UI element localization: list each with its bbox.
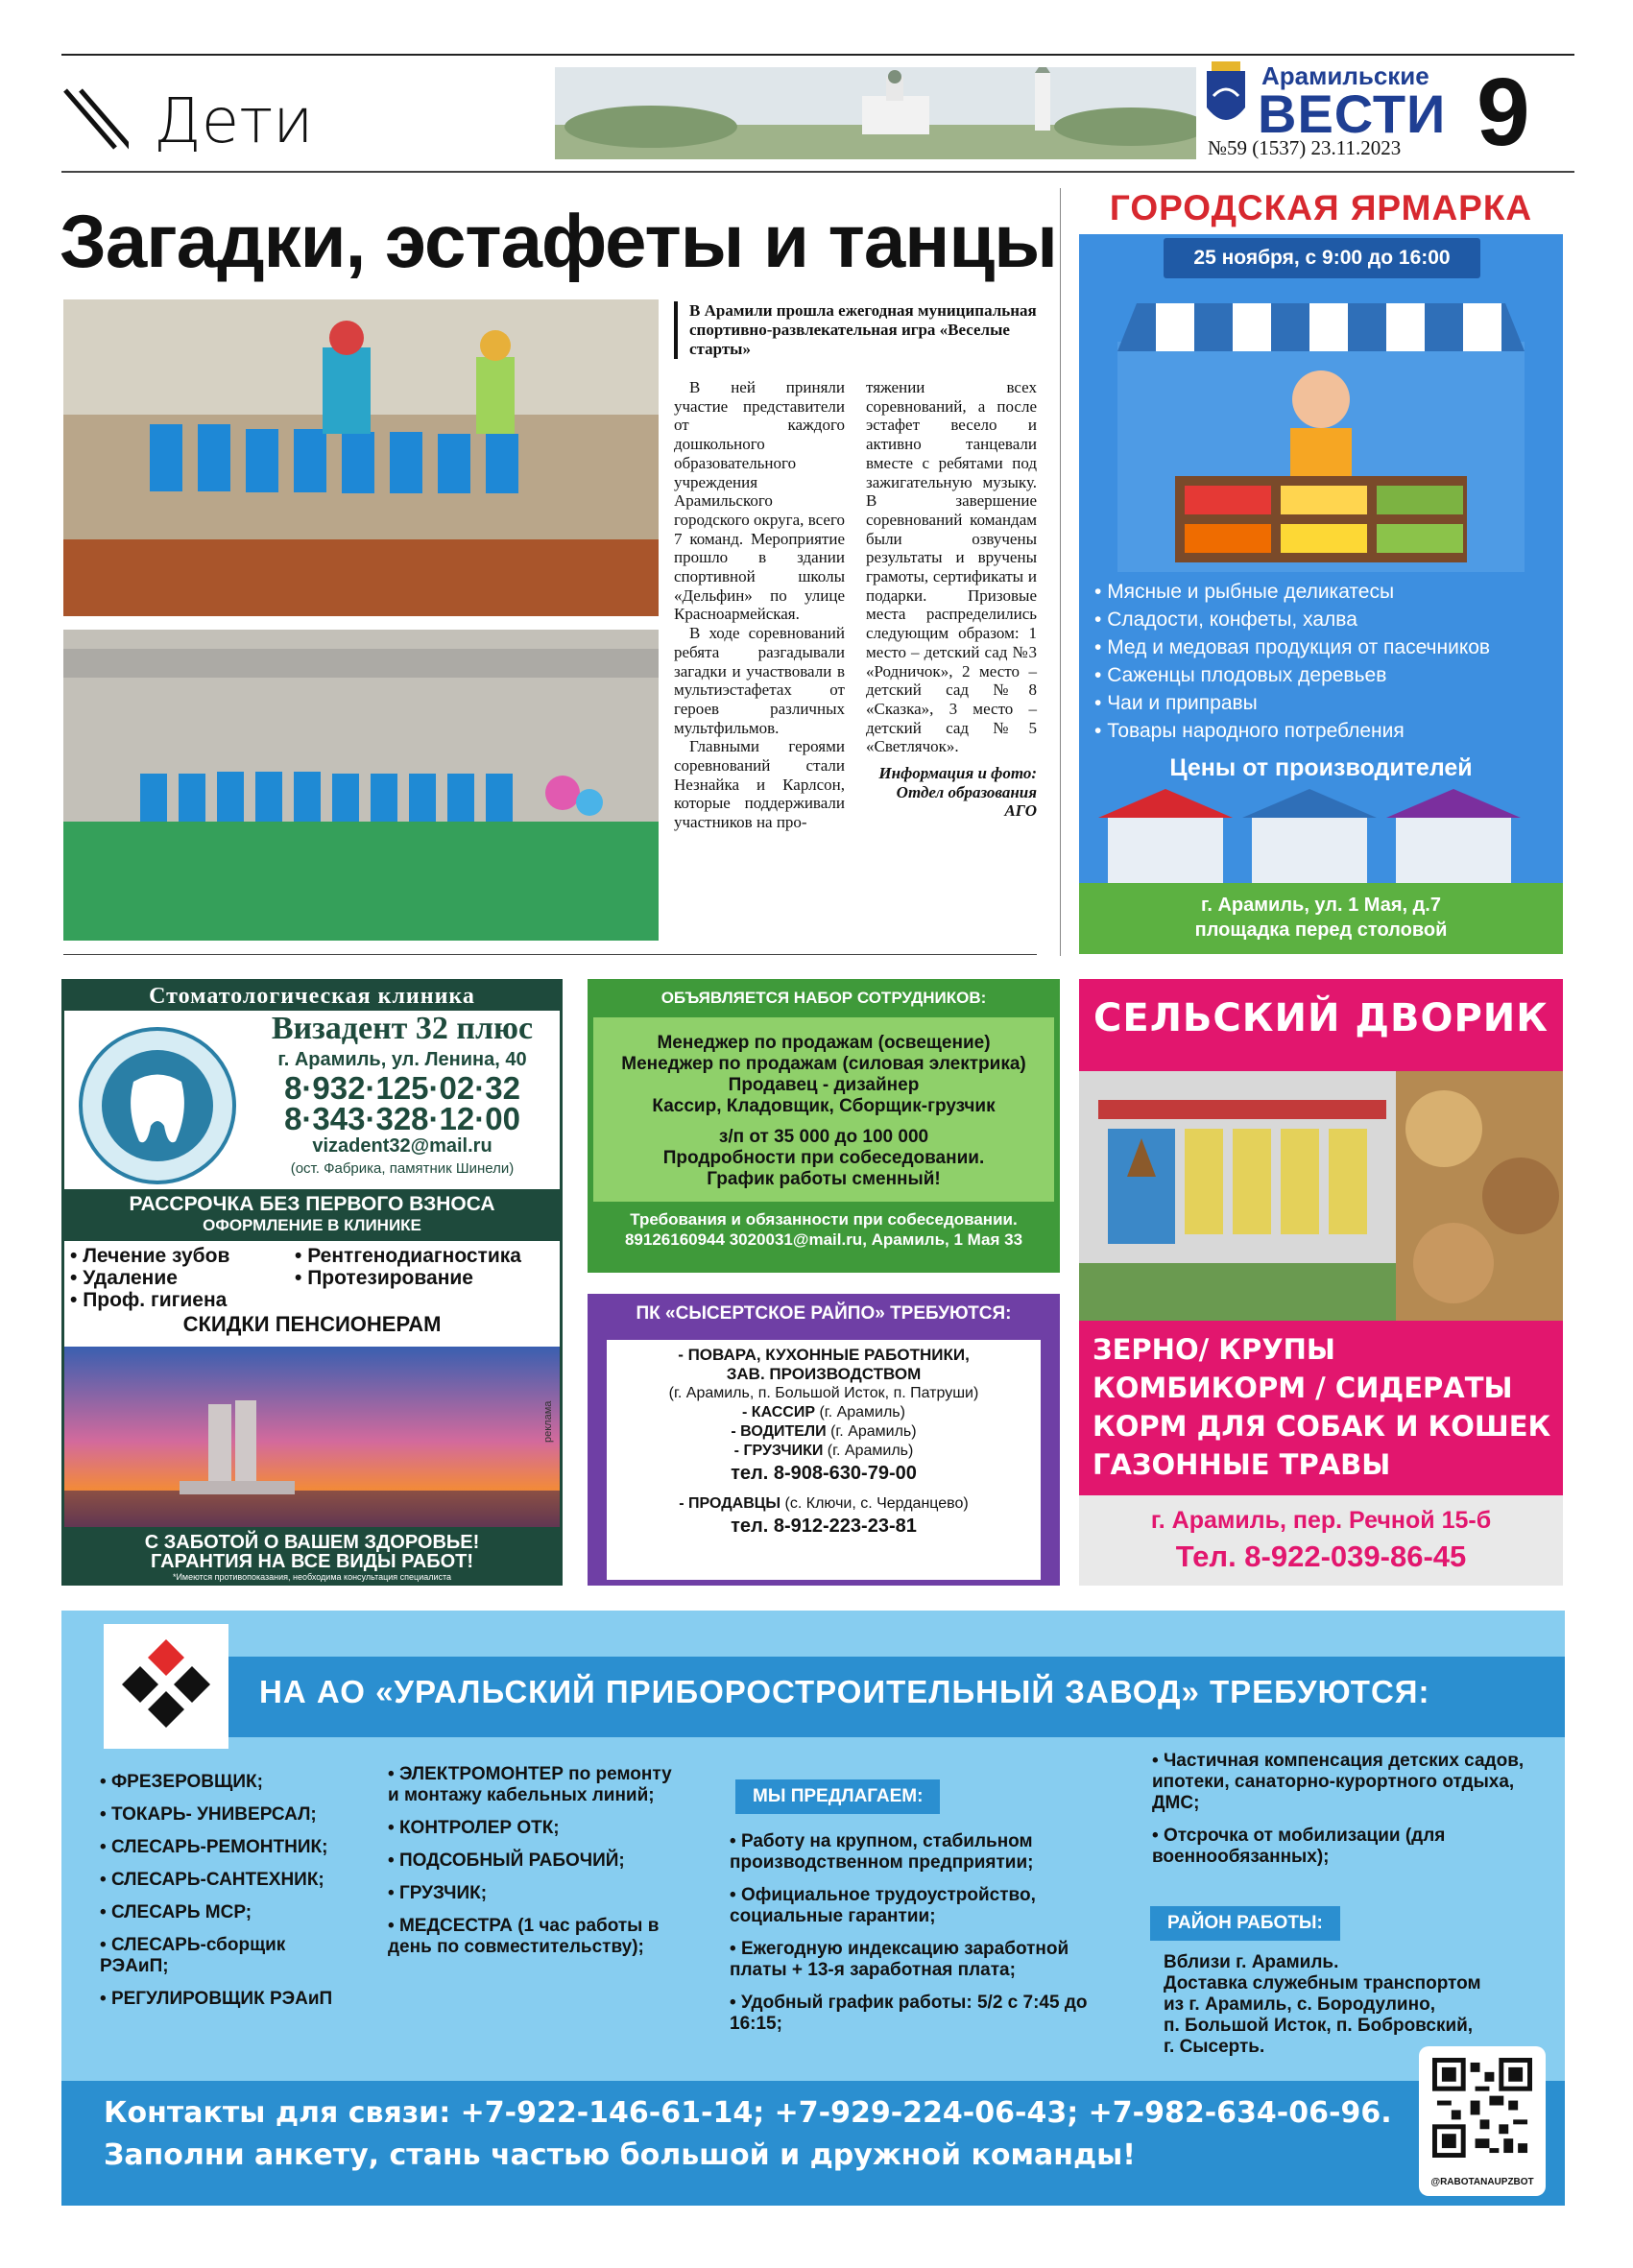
article-column-2 bbox=[866, 378, 1037, 821]
village-address: г. Арамиль, пер. Речной 15-б bbox=[1150, 1507, 1492, 1534]
village-shop-photo bbox=[1079, 1071, 1563, 1321]
job-item: • ФРЕЗЕРОВЩИК; bbox=[100, 1772, 332, 1793]
raipo-location: (г. Арамиль) bbox=[826, 1423, 917, 1440]
dental-service: • Рентгенодиагностика bbox=[295, 1245, 521, 1267]
dental-installment-band bbox=[64, 1189, 560, 1241]
offer-item: • Работу на крупном, стабильном производственном предприятии; bbox=[730, 1831, 1114, 1874]
article-paragraph: В ней приняли участие представители от каждого дошкольного образовательного учреждения Арамильского городского округа, всего 7 команд. Мероприятие прошло в здании спортивной школы «Дельфин» по улице Красноармейская. bbox=[674, 378, 845, 624]
dental-band-line: ОФОРМЛЕНИЕ В КЛИНИКЕ bbox=[203, 1216, 421, 1234]
fair-tents-illustration bbox=[1079, 779, 1563, 887]
contact-line[interactable]: 89126160944 3020031@mail.ru, Арамиль, 1 Мая 33 bbox=[624, 1230, 1023, 1249]
job-line: Менеджер по продажам (освещение) bbox=[657, 1033, 991, 1053]
job-line: Продавец - дизайнер bbox=[728, 1075, 920, 1095]
qr-code-icon bbox=[1432, 2058, 1532, 2158]
dental-phone[interactable]: 8·932·125·02·32 bbox=[284, 1070, 520, 1106]
fair-goods-item: • Товары народного потребления bbox=[1094, 717, 1490, 745]
dental-service: • Протезирование bbox=[295, 1267, 521, 1289]
fair-address bbox=[1079, 893, 1563, 943]
double-slash-icon bbox=[61, 84, 129, 152]
raipo-job: - ВОДИТЕЛИ bbox=[731, 1423, 827, 1440]
factory-title: НА АО «УРАЛЬСКИЙ ПРИБОРОСТРОИТЕЛЬНЫЙ ЗАВОД» ТРЕБУЮТСЯ: bbox=[259, 1674, 1430, 1709]
dental-clinic-ad bbox=[61, 979, 563, 1586]
village-goods bbox=[1093, 1330, 1550, 1484]
village-goods-item: КОМБИКОРМ / СИДЕРАТЫ bbox=[1093, 1372, 1513, 1404]
article-photo-gym bbox=[63, 630, 659, 941]
village-title: СЕЛЬСКИЙ ДВОРИК bbox=[1093, 996, 1549, 1040]
benefit-item: • Отсрочка от мобилизации (для военнообязанных); bbox=[1152, 1826, 1555, 1868]
factory-offers bbox=[730, 1831, 1114, 2046]
job-item: • ТОКАРЬ- УНИВЕРСАЛ; bbox=[100, 1804, 332, 1826]
dental-header: Стоматологическая клиника bbox=[64, 982, 560, 1011]
factory-diamond-logo-icon bbox=[104, 1624, 228, 1749]
fair-goods-item: • Мед и медовая продукция от пасечников bbox=[1094, 633, 1490, 661]
green-ad-header: ОБЪЯВЛЯЕТСЯ НАБОР СОТРУДНИКОВ: bbox=[660, 989, 987, 1007]
offer-item: • Ежегодную индексацию заработной платы + 13-я заработная плата; bbox=[730, 1939, 1114, 1981]
raipo-header: ПК «СЫСЕРТСКОЕ РАЙПО» ТРЕБУЮТСЯ: bbox=[636, 1303, 1012, 1324]
village-shop-ad bbox=[1079, 979, 1563, 1586]
job-item: • ГРУЗЧИК; bbox=[388, 1883, 676, 1904]
dental-footer-line: С ЗАБОТОЙ О ВАШЕМ ЗДОРОВЬЕ! bbox=[144, 1532, 480, 1553]
fair-stall-illustration bbox=[1117, 284, 1525, 572]
dental-services-left bbox=[70, 1245, 229, 1311]
area-label: РАЙОН РАБОТЫ: bbox=[1150, 1906, 1340, 1941]
fair-goods-list bbox=[1094, 578, 1490, 745]
issue-number: №59 (1537) 23.11.2023 bbox=[1208, 136, 1402, 159]
raipo-phone[interactable]: тел. 8-908-630-79-00 bbox=[731, 1463, 917, 1484]
raipo-location: (с. Ключи, с. Черданцево) bbox=[780, 1495, 969, 1512]
dental-phone[interactable]: 8·343·328·12·00 bbox=[284, 1101, 520, 1136]
area-line: п. Большой Исток, п. Бобровский, bbox=[1164, 2016, 1474, 2036]
offer-item: • Удобный график работы: 5/2 с 7:45 до 16:15; bbox=[730, 1993, 1114, 2035]
article-credit: Информация и фото: Отдел образования АГО bbox=[878, 764, 1037, 821]
dental-sunset-photo bbox=[64, 1347, 560, 1537]
schedule-line: График работы сменный! bbox=[707, 1169, 941, 1189]
raipo-body bbox=[607, 1340, 1041, 1580]
raipo-line: ЗАВ. ПРОИЗВОДСТВОМ bbox=[726, 1365, 922, 1383]
job-item: • РЕГУЛИРОВЩИК РЭАиП bbox=[100, 1989, 332, 2010]
footer-line: Требования и обязанности при собеседовании. bbox=[630, 1210, 1018, 1229]
ad-label: реклама bbox=[542, 1400, 554, 1443]
fair-goods-item: • Саженцы плодовых деревьев bbox=[1094, 661, 1490, 689]
benefit-item: • Частичная компенсация детских садов, ипотеки, санаторно-курортного отдыха, ДМС; bbox=[1152, 1751, 1555, 1814]
details-line: Продробности при собеседовании. bbox=[662, 1148, 985, 1168]
raipo-job: - ГРУЗЧИКИ bbox=[733, 1443, 824, 1459]
dental-address: г. Арамиль, ул. Ленина, 40 bbox=[277, 1049, 527, 1070]
column-divider bbox=[1060, 188, 1061, 956]
fair-address-line: г. Арамиль, ул. 1 Мая, д.7 bbox=[1201, 895, 1441, 916]
job-item: • СЛЕСАРЬ-РЕМОНТНИК; bbox=[100, 1837, 332, 1858]
fair-prices: Цены от производителей bbox=[1169, 754, 1473, 781]
dental-footer-disclaimer: *Имеются противопоказания, необходима консультация специалиста bbox=[172, 1572, 452, 1582]
article-paragraph: Главными героями соревнований стали Незнайка и Карлсон, которые поддерживали участников на про- bbox=[674, 737, 845, 832]
raipo-job: - КАССИР bbox=[742, 1404, 816, 1420]
tooth-logo-icon bbox=[76, 1024, 239, 1187]
recruitment-ad-green bbox=[588, 979, 1060, 1273]
factory-jobs-col-1 bbox=[100, 1772, 332, 2021]
dental-service: • Проф. гигиена bbox=[70, 1289, 229, 1311]
fair-address-line: площадка перед столовой bbox=[1194, 919, 1448, 941]
raipo-ad bbox=[588, 1294, 1060, 1586]
factory-contacts[interactable]: Контакты для связи: +7-922-146-61-14; +7-929-224-06-43; +7-982-634-06-96. bbox=[104, 2096, 1392, 2130]
factory-benefits bbox=[1152, 1751, 1555, 1879]
raipo-location: (г. Арамиль) bbox=[815, 1404, 905, 1420]
job-item: • СЛЕСАРЬ МСР; bbox=[100, 1902, 332, 1923]
dental-name: Визадент 32 плюс bbox=[271, 1011, 534, 1046]
raipo-line: - ПОВАРА, КУХОННЫЕ РАБОТНИКИ, bbox=[678, 1346, 970, 1364]
fair-goods-item: • Сладости, конфеты, халва bbox=[1094, 606, 1490, 633]
article-lead: В Арамили прошла ежегодная муниципальная спортивно-развлекательная игра «Веселые старты» bbox=[674, 301, 1039, 359]
dental-discount: СКИДКИ ПЕНСИОНЕРАМ bbox=[182, 1312, 442, 1336]
raipo-line: (г. Арамиль, п. Большой Исток, п. Патруши) bbox=[668, 1385, 979, 1401]
area-line: Доставка служебным транспортом bbox=[1164, 1973, 1481, 1993]
job-item: • ПОДСОБНЫЙ РАБОЧИЙ; bbox=[388, 1850, 676, 1872]
fair-date: 25 ноября, с 9:00 до 16:00 bbox=[1164, 238, 1480, 278]
factory-jobs-col-2 bbox=[388, 1764, 676, 1970]
raipo-phone[interactable]: тел. 8-912-223-23-81 bbox=[731, 1516, 917, 1537]
city-crest-icon bbox=[1204, 60, 1248, 134]
dental-direction-line: (ост. Фабрика, памятник Шинели) bbox=[290, 1160, 515, 1177]
village-goods-item: КОРМ ДЛЯ СОБАК И КОШЕК bbox=[1093, 1410, 1551, 1443]
qr-code[interactable] bbox=[1419, 2046, 1546, 2196]
area-line: Вблизи г. Арамиль. bbox=[1164, 1952, 1339, 1972]
article-title: Загадки, эстафеты и танцы bbox=[60, 199, 1057, 283]
area-line: из г. Арамиль, с. Бородулино, bbox=[1164, 1994, 1435, 2015]
article-bottom-rule bbox=[63, 954, 1037, 955]
header-top-rule bbox=[61, 54, 1574, 56]
offer-item: • Официальное трудоустройство, социальные гарантии; bbox=[730, 1885, 1114, 1927]
dental-services-right bbox=[295, 1245, 521, 1289]
article-photo-kids-group bbox=[63, 299, 659, 616]
logo-big-text: ВЕСТИ bbox=[1258, 84, 1447, 144]
logo-small-text: Арамильские bbox=[1261, 61, 1429, 90]
green-ad-footer bbox=[588, 1209, 1060, 1250]
green-ad-body bbox=[593, 1017, 1054, 1202]
dental-directions bbox=[249, 1160, 556, 1177]
article-paragraph: В ходе соревнований ребята разгадывали загадки и участвовали в мультиэстафетах от героев различных мультфильмов. bbox=[674, 624, 845, 737]
raipo-job: - ПРОДАВЦЫ bbox=[679, 1495, 781, 1512]
fair-goods-item: • Мясные и рыбные деликатесы bbox=[1094, 578, 1490, 606]
job-item: • СЛЕСАРЬ-САНТЕХНИК; bbox=[100, 1870, 332, 1891]
area-line: г. Сысерть. bbox=[1164, 2037, 1265, 2057]
article-column-1 bbox=[674, 378, 845, 832]
header-town-photo bbox=[555, 67, 1196, 159]
job-line: Кассир, Кладовщик, Сборщик-грузчик bbox=[652, 1096, 996, 1116]
dental-footer-line: ГАРАНТИЯ НА ВСЕ ВИДЫ РАБОТ! bbox=[150, 1551, 473, 1572]
village-goods-item: ГАЗОННЫЕ ТРАВЫ bbox=[1093, 1448, 1391, 1481]
offer-label: МЫ ПРЕДЛАГАЕМ: bbox=[735, 1779, 940, 1814]
job-item: • МЕДСЕСТРА (1 час работы в день по совместительству); bbox=[388, 1916, 676, 1958]
job-item: • ЭЛЕКТРОМОНТЕР по ремонту и монтажу кабельных линий; bbox=[388, 1764, 676, 1806]
village-phone[interactable]: Тел. 8-922-039-86-45 bbox=[1175, 1540, 1467, 1573]
salary-line: з/п от 35 000 до 100 000 bbox=[718, 1127, 929, 1147]
work-area bbox=[1164, 1952, 1481, 2058]
job-item: • КОНТРОЛЕР ОТК; bbox=[388, 1818, 676, 1839]
section-title: Дети bbox=[154, 86, 314, 157]
fair-goods-item: • Чаи и приправы bbox=[1094, 689, 1490, 717]
newspaper-logo bbox=[1204, 60, 1447, 163]
dental-service: • Лечение зубов bbox=[70, 1245, 229, 1267]
fair-ad bbox=[1079, 188, 1563, 954]
factory-ad bbox=[61, 1611, 1565, 2206]
header-bottom-rule bbox=[61, 171, 1574, 173]
fair-title: ГОРОДСКАЯ ЯРМАРКА bbox=[1109, 188, 1533, 227]
factory-slogan: Заполни анкету, стань частью большой и дружной команды! bbox=[104, 2138, 1136, 2172]
qr-caption: @RABOTANAUPZBOT bbox=[1430, 2177, 1534, 2187]
job-line: Менеджер по продажам (силовая электрика) bbox=[621, 1054, 1026, 1074]
dental-email[interactable]: vizadent32@mail.ru bbox=[312, 1135, 492, 1157]
page-number: 9 bbox=[1477, 59, 1530, 166]
article-paragraph: тяжении всех соревнований, а после эстафет весело и активно танцевали вместе с ребятами под зажигательную музыку. В завершение соревнований командам были озвучены результаты и вручены грамоты, сертификаты и подарки. Призовые места распределились следующим образом: 1 место – детский сад №3 «Родничок», 2 место – детский сад №8 «Сказка», 3 место – детский сад №5 «Светлячок». bbox=[866, 378, 1037, 756]
raipo-location: (г. Арамиль) bbox=[823, 1443, 914, 1459]
job-item: • СЛЕСАРЬ-сборщик РЭАиП; bbox=[100, 1935, 311, 1977]
dental-band-line: РАССРОЧКА БЕЗ ПЕРВОГО ВЗНОСА bbox=[129, 1193, 495, 1215]
village-goods-item: ЗЕРНО/ КРУПЫ bbox=[1093, 1333, 1335, 1366]
dental-service: • Удаление bbox=[70, 1267, 229, 1289]
dental-footer bbox=[64, 1527, 560, 1583]
